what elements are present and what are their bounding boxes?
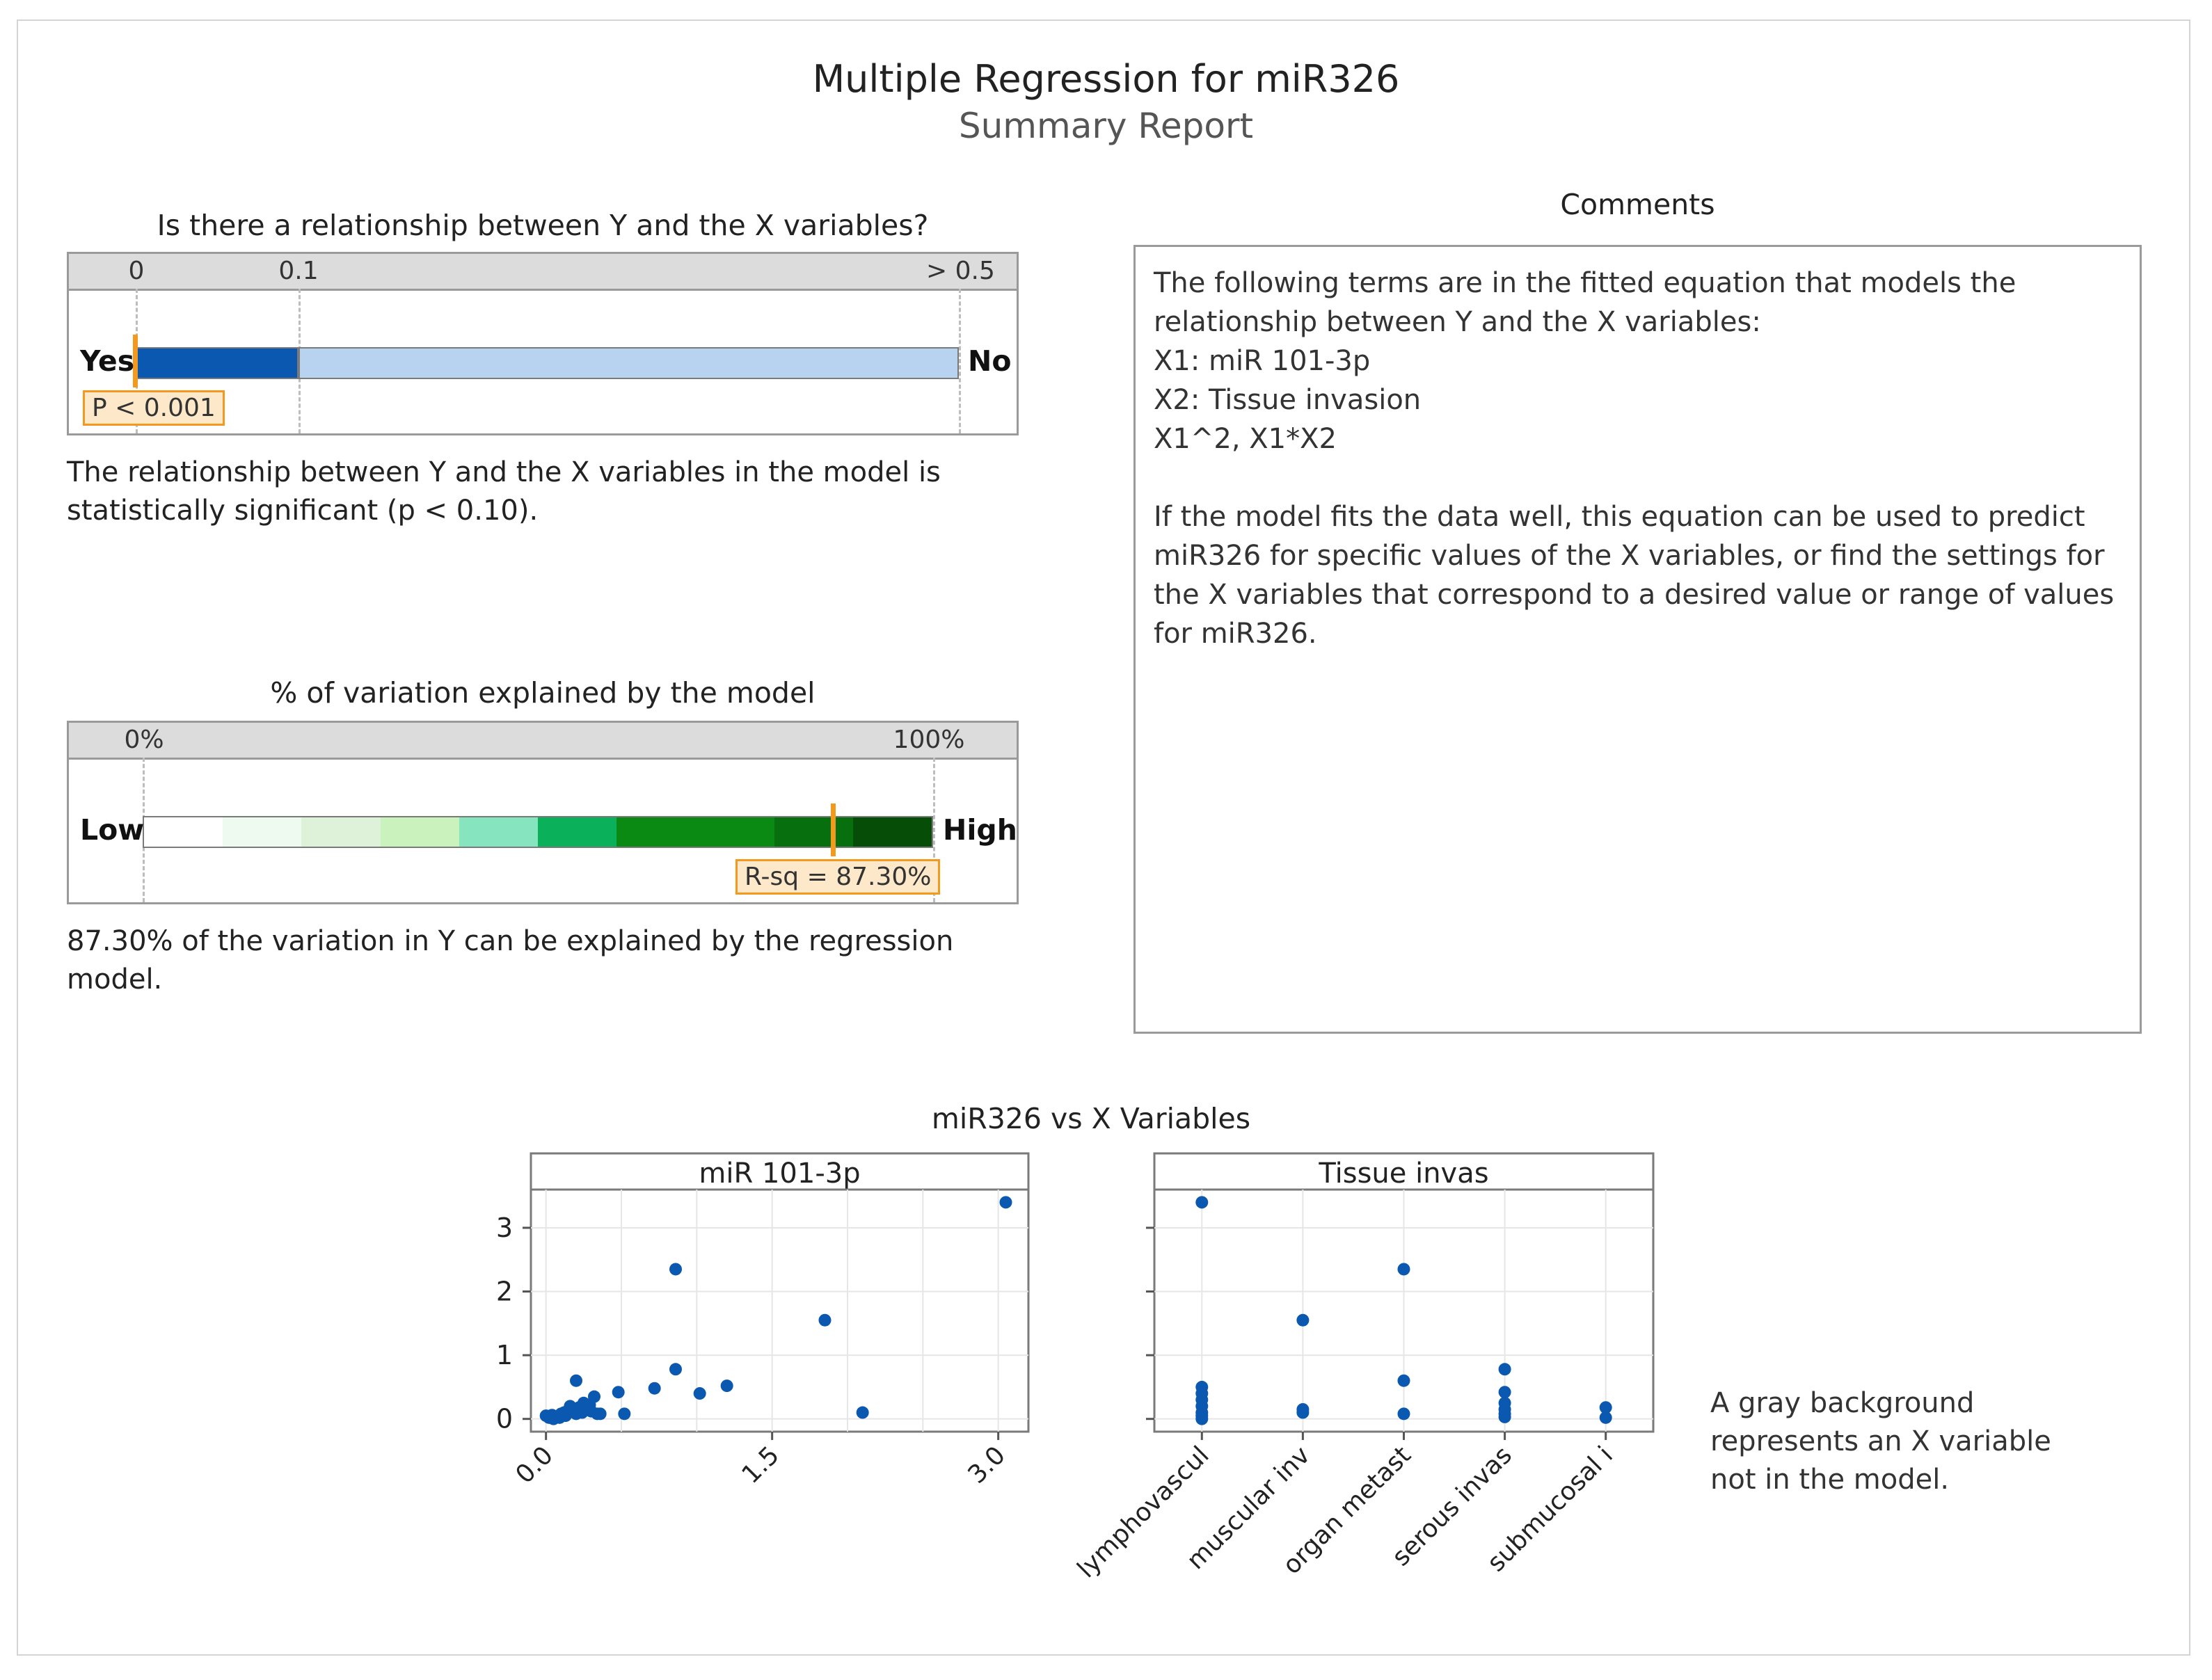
data-point — [594, 1407, 607, 1420]
x-tick-label: 1.5 — [736, 1441, 786, 1489]
data-point — [1499, 1411, 1511, 1423]
data-point — [588, 1391, 600, 1403]
data-point — [1398, 1263, 1410, 1275]
yes-label: Yes — [80, 344, 135, 378]
variation-conclusion: 87.30% of the variation in Y can be explained by the regression model. — [67, 925, 954, 995]
x-tick-label: lymphovascul — [1072, 1441, 1215, 1584]
rsq-tick-100: 100% — [893, 726, 965, 754]
no-label: No — [968, 344, 1012, 378]
data-point — [1600, 1411, 1612, 1424]
rsq-callout: R-sq = 87.30% — [735, 859, 940, 895]
data-point — [857, 1407, 869, 1419]
data-point — [1296, 1407, 1309, 1419]
data-point — [1398, 1407, 1410, 1420]
data-point — [721, 1379, 733, 1392]
data-point — [649, 1382, 661, 1395]
x-tick-label: muscular inv — [1181, 1441, 1316, 1576]
p-tick-0: 0 — [128, 257, 145, 285]
comments-line-2: X1: miR 101-3p — [1154, 345, 1371, 377]
comments-line-1: The following terms are in the fitted equation that models the relationship between Y and the X variables: — [1154, 267, 2016, 338]
data-point — [694, 1387, 706, 1400]
p-value-callout: P < 0.001 — [83, 390, 225, 426]
comments-line-3: X2: Tissue invasion — [1154, 384, 1422, 416]
p-tick-0-5: > 0.5 — [926, 257, 995, 285]
x-tick-label: 3.0 — [962, 1441, 1012, 1489]
x-tick-label: organ metast — [1278, 1441, 1417, 1581]
data-point — [669, 1263, 682, 1275]
scatter-title: miR326 vs X Variables — [931, 1102, 1251, 1135]
data-point — [819, 1314, 832, 1327]
comments-line-4: X1^2, X1*X2 — [1154, 423, 1337, 455]
panel-strip-title: miR 101-3p — [699, 1158, 861, 1190]
y-tick-label: 2 — [495, 1276, 513, 1307]
x-tick-label: submucosal i — [1481, 1441, 1619, 1578]
data-point — [1398, 1375, 1410, 1387]
data-point — [1499, 1363, 1511, 1375]
comments-line-5: If the model fits the data well, this equation can be used to predict miR326 for specific values of the X variables, or find the settings for the X variables that correspond to a desired value or range of values for miR326. — [1154, 501, 2115, 650]
comments-title: Comments — [1560, 188, 1715, 221]
low-label: Low — [80, 813, 145, 847]
data-point — [1000, 1196, 1012, 1208]
x-tick-label: serous invas — [1386, 1441, 1518, 1572]
data-point — [1195, 1413, 1208, 1425]
data-point — [1195, 1196, 1208, 1208]
y-tick-label: 3 — [495, 1212, 513, 1243]
relationship-conclusion: The relationship between Y and the X variables in the model is statistically significant (p < 0.10). — [67, 456, 941, 527]
variation-title: % of variation explained by the model — [270, 676, 815, 710]
data-point — [669, 1363, 682, 1375]
data-point — [1296, 1314, 1309, 1327]
p-tick-0-1: 0.1 — [278, 257, 319, 285]
high-label: High — [943, 813, 1017, 847]
model-note: A gray background represents an X variable not in the model. — [1710, 1387, 2051, 1496]
x-tick-label: 0.0 — [510, 1441, 559, 1489]
relationship-title: Is there a relationship between Y and the X variables? — [157, 209, 929, 242]
report-subtitle: Summary Report — [958, 106, 1254, 146]
panel-plot-area — [531, 1190, 1028, 1432]
y-tick-label: 0 — [495, 1403, 513, 1434]
rsq-tick-0: 0% — [124, 726, 164, 754]
panel-strip-title: Tissue invas — [1319, 1158, 1489, 1190]
data-point — [1499, 1386, 1511, 1398]
report-title: Multiple Regression for miR326 — [812, 57, 1400, 101]
data-point — [618, 1407, 630, 1420]
y-tick-label: 1 — [495, 1340, 513, 1371]
data-point — [570, 1375, 582, 1387]
data-point — [612, 1386, 625, 1398]
